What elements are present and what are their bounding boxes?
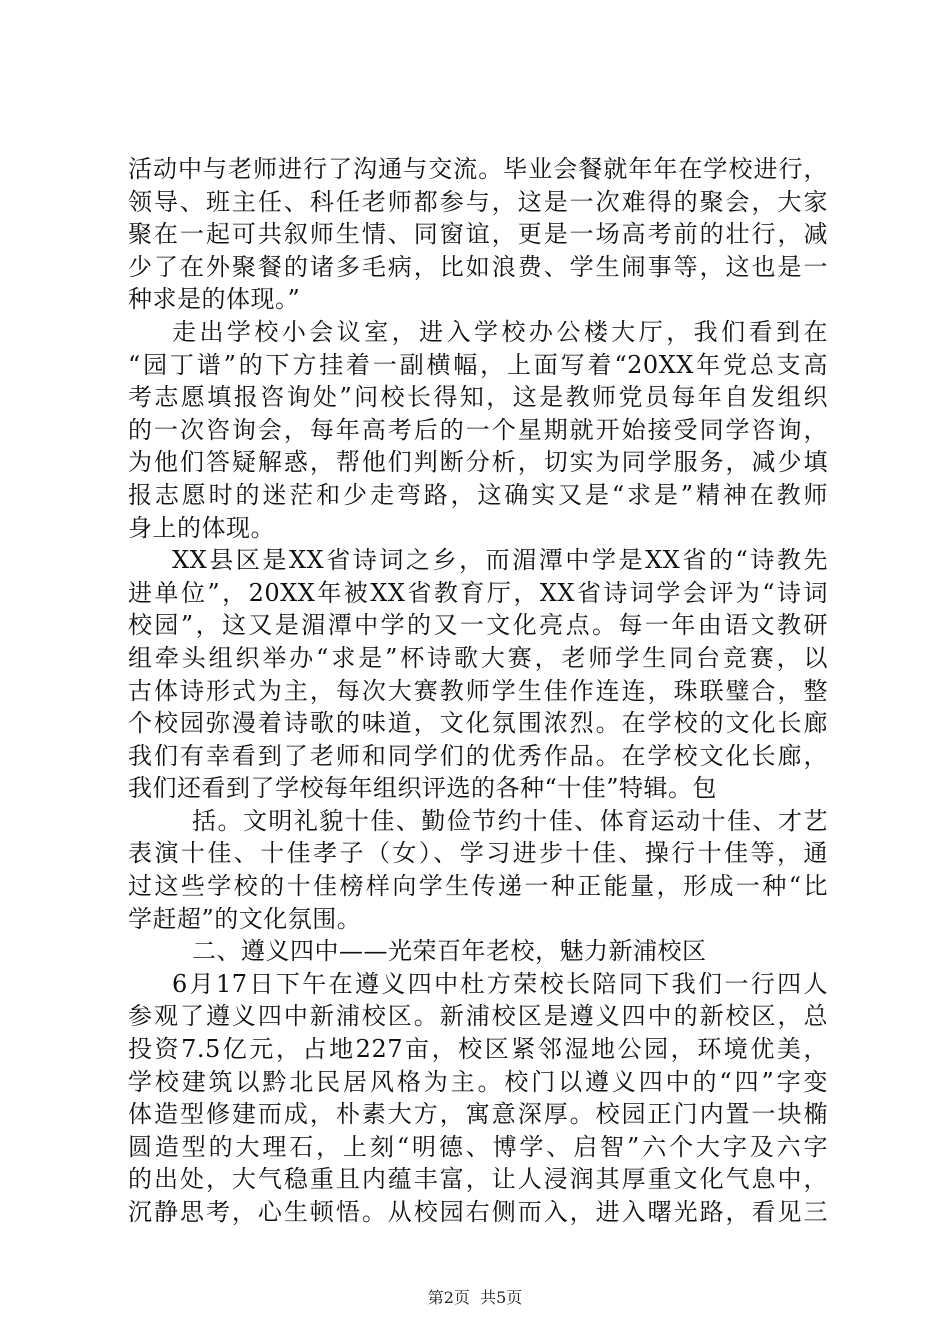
- text-line: 个校园弥漫着诗歌的味道，文化氛围浓烈。在学校的文化长廊: [128, 709, 828, 738]
- text-line: 考志愿填报咨询处”问校长得知，这是教师党员每年自发组织: [128, 383, 828, 412]
- text-line: 的一次咨询会，每年高考后的一个星期就开始接受同学咨询，: [128, 415, 828, 444]
- text-line: 报志愿时的迷茫和少走弯路，这确实又是“求是”精神在教师: [128, 480, 828, 509]
- text-line: 身上的体现。: [128, 513, 275, 542]
- text-line: 沉静思考，心生顿悟。从校园右侧而入，进入曙光路，看见三: [128, 1198, 828, 1226]
- text-line: 学赶超”的文化氛围。: [128, 904, 362, 933]
- text-line: 领导、班主任、科任老师都参与，这是一次难得的聚会，大家: [128, 187, 828, 216]
- text-line: 参观了遵义四中新浦校区。新浦校区是遵义四中的新校区，总: [128, 1002, 828, 1031]
- text-line: 走出学校小会议室，进入学校办公楼大厅，我们看到在: [172, 317, 828, 346]
- text-line: 的出处，大气稳重且内蕴丰富，让人浸润其厚重文化气息中，: [128, 1165, 828, 1194]
- text-line: 聚在一起可共叙师生情、同窗谊，更是一场高考前的壮行，减: [128, 220, 828, 249]
- text-line: 古体诗形式为主，每次大赛教师学生佳作连连，珠联璧合，整: [128, 676, 828, 705]
- text-line: 进单位”，20XX年被XX省教育厅，XX省诗词学会评为“诗词: [128, 578, 828, 607]
- text-line: XX县区是XX省诗词之乡，而湄潭中学是XX省的“诗教先: [172, 546, 828, 575]
- text-line: 体造型修建而成，朴素大方，寓意深厚。校园正门内置一块椭: [128, 1100, 828, 1129]
- text-line: 括。文明礼貌十佳、勤俭节约十佳、体育运动十佳、才艺: [192, 806, 828, 835]
- text-line: 二、遵义四中——光荣百年老校，魅力新浦校区: [192, 937, 707, 966]
- text-line: 校园”，这又是湄潭中学的又一文化亮点。每一年由语文教研: [128, 611, 828, 640]
- text-line: 6月17日下午在遵义四中杜方荣校长陪同下我们一行四人: [172, 969, 828, 998]
- text-line: 我们还看到了学校每年组织评选的各种“十佳”特辑。包: [128, 774, 718, 803]
- document-body: [128, 153, 828, 1229]
- page-footer: 第2页 共5页: [427, 1288, 523, 1307]
- text-line: 少了在外聚餐的诸多毛病，比如浪费、学生闹事等，这也是一: [128, 252, 828, 281]
- text-line: “园丁谱”的下方挂着一副横幅，上面写着“20XX年党总支高: [128, 350, 828, 379]
- text-line: 表演十佳、十佳孝子（女）、学习进步十佳、操行十佳等，通: [128, 839, 828, 868]
- text-line: 我们有幸看到了老师和同学们的优秀作品。在学校文化长廊，: [128, 741, 828, 770]
- text-line: 圆造型的大理石，上刻“明德、博学、启智”六个大字及六字: [128, 1132, 828, 1161]
- text-line: 种求是的体现。”: [128, 285, 301, 314]
- text-line: 学校建筑以黔北民居风格为主。校门以遵义四中的“四”字变: [128, 1067, 828, 1096]
- text-line: 投资7.5亿元，占地227亩，校区紧邻湿地公园，环境优美，: [128, 1035, 828, 1064]
- text-line: 组牵头组织举办“求是”杯诗歌大赛，老师学生同台竞赛，以: [128, 643, 828, 672]
- text-line: 为他们答疑解惑，帮他们判断分析，切实为同学服务，减少填: [128, 448, 828, 477]
- text-line: 活动中与老师进行了沟通与交流。毕业会餐就年年在学校进行，: [128, 155, 828, 183]
- text-line: 过这些学校的十佳榜样向学生传递一种正能量，形成一种“比: [128, 872, 828, 901]
